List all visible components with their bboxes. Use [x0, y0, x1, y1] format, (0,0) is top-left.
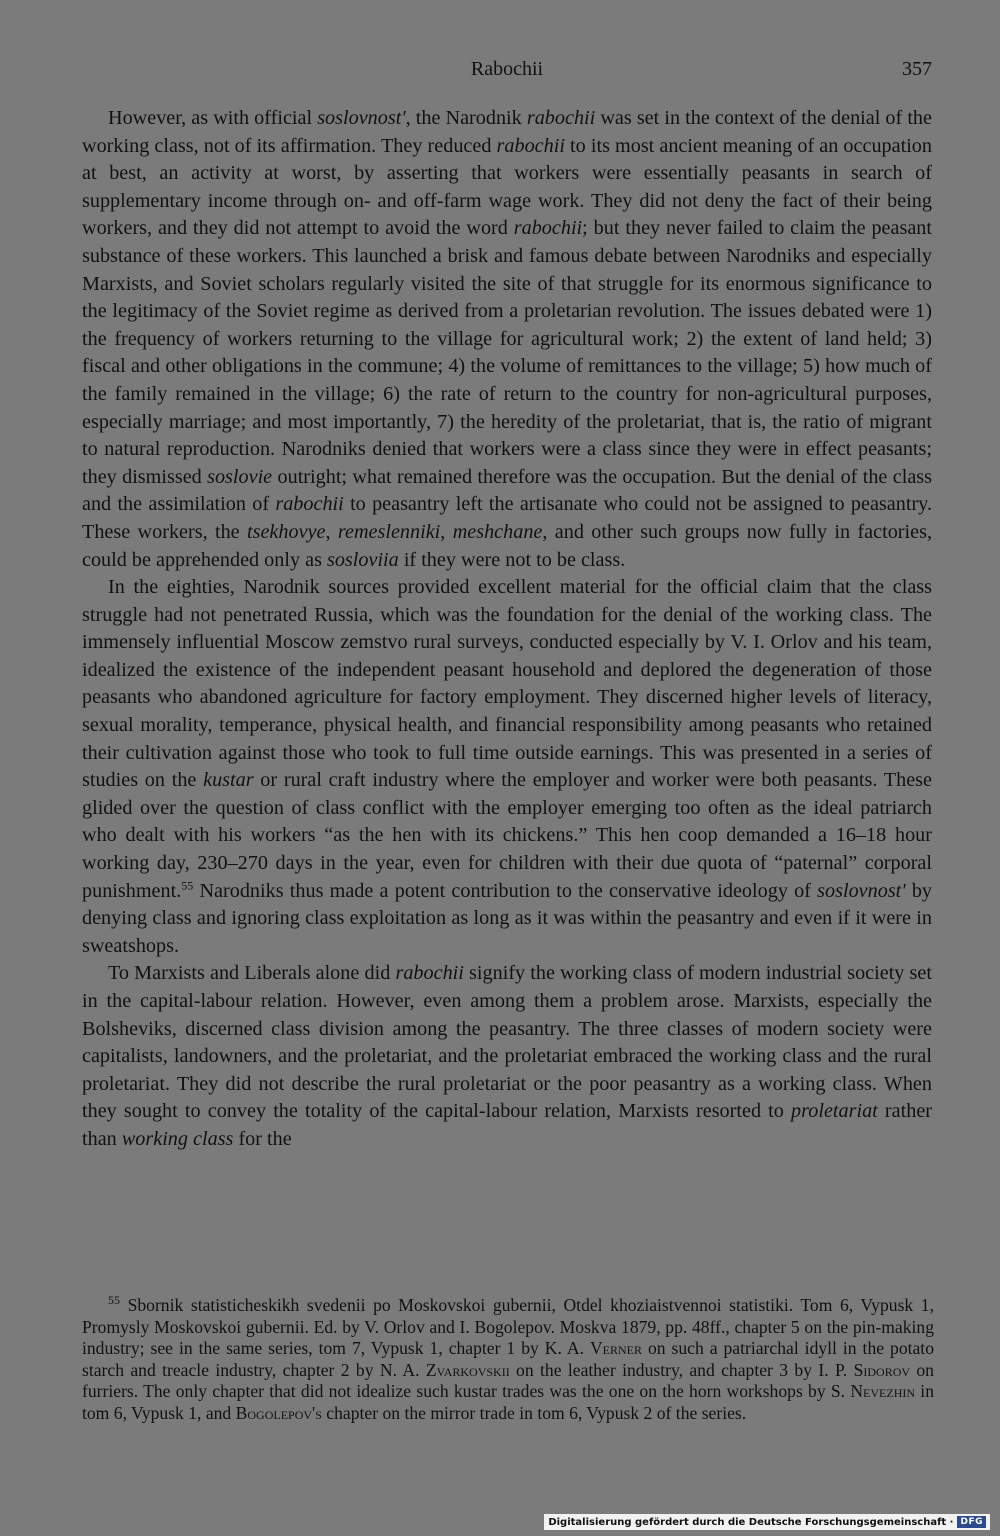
- italic-term: sosloviia: [326, 548, 399, 571]
- text-run: if they were not to be class.: [398, 548, 626, 571]
- footnote-marker: 55: [108, 1293, 120, 1308]
- running-head: Rabochii: [470, 58, 544, 80]
- banner-text: Digitalisierung gefördert durch die Deutsche Forschungsgemeinschaft ·: [548, 1516, 954, 1528]
- italic-term: working class: [121, 1127, 234, 1150]
- italic-term: soslovnost': [317, 107, 406, 129]
- author-name: Sidorov: [853, 1359, 911, 1380]
- text-run: chapter on the mirror trade in tom 6, Vypusk 2 of the series.: [321, 1402, 747, 1423]
- page-header: [82, 54, 932, 84]
- italic-term: soslovnost': [817, 879, 906, 902]
- text-run: ,: [325, 520, 338, 543]
- text-run: ,: [440, 520, 453, 543]
- text-run: or rural craft industry where the employer and worker were both peasants. These glided over the question of class conflict with the employer emerging too often as the ideal patriarch who dealt with his workers “as the hen with its chickens.” This hen coop demanded a 16–18 hour working day, 230–270 days in the year, even for children with their due quota of “paternal” corporal punishment.: [82, 769, 932, 902]
- body-text: [82, 105, 932, 1154]
- page-number: 357: [902, 58, 932, 80]
- author-name: Verner: [589, 1338, 642, 1359]
- text-run: to peasantry left the artisanate who could not be assigned to peasantry. These workers, the: [82, 493, 932, 543]
- text-run: on the leather industry, and chapter 3 by I. P.: [509, 1359, 854, 1380]
- text-run: , the Narodnik: [405, 107, 527, 129]
- italic-term: rabochii: [395, 962, 464, 985]
- italic-term: proletariat: [791, 1100, 878, 1123]
- text-run: However, as with official: [108, 107, 318, 129]
- text-run: Sbornik statisticheskikh svedenii po Moskovskoi gubernii, Otdel khoziaistvennoi statistiki. Tom 6, Vypusk 1, Promysly Moskovskoi gubernii. Ed. by V. Orlov and I. Bogolepov. Moskva 1879, pp. 48ff., chapter 5 on the pin-making industry; see in the same series, tom 7, Vypusk 1, chapter 1 by K. A.: [82, 1295, 934, 1359]
- text-run: to its most ancient meaning of an occupation at best, an activity at worst, by asserting that workers were essentially peasants in search of supplementary income through on- and off-farm wage work. They did not deny the fact of their being workers, and they did not attempt to avoid the word: [82, 134, 932, 240]
- italic-term: rabochii: [513, 217, 583, 240]
- text-run: outright; what remained therefore was the occupation. But the denial of the class and the assimilation of: [82, 465, 932, 516]
- text-run: rather than: [82, 1100, 932, 1150]
- text-run: signify the working class of modern industrial society set in the capital-labour relation. However, even among them a problem arose. Marxists, especially the Bolsheviks, discerned class division among the peasantry. The three classes of modern society were capitalists, landowners, and the proletariat, and the proletariat embraced the working class and the rural proletariat. They did not describe the rural proletariat or the poor peasantry as a working class. When they sought to convey the totality of the capital-labour relation, Marxists resorted to: [82, 962, 932, 1123]
- text-run: in tom 6, Vypusk 1, and: [82, 1381, 934, 1423]
- italic-term: rabochii: [526, 107, 596, 129]
- italic-term: rabochii: [496, 134, 565, 157]
- italic-term: remeslenniki: [337, 520, 441, 543]
- paragraph: [82, 105, 932, 574]
- text-run: on furriers. The only chapter that did not idealize such kustar trades was the one on the horn workshops by S.: [82, 1359, 934, 1402]
- text-run: by denying class and ignoring class exploitation as long as it was within the peasantry and even if it were in sweatshops.: [82, 879, 933, 957]
- author-name: Bogolepov's: [235, 1402, 322, 1423]
- italic-term: kustar: [203, 769, 254, 792]
- italic-term: tsekhovye: [247, 520, 326, 543]
- paragraph: [82, 574, 932, 960]
- italic-term: soslovie: [207, 465, 273, 488]
- text-run: Narodniks thus made a potent contribution to the conservative ideology of: [193, 879, 818, 902]
- text-run: on such a patriarchal idyll in the potato starch and treacle industry, chapter 2 by N. A.: [82, 1338, 934, 1380]
- footnote: [82, 1295, 934, 1425]
- text-run: In the eighties, Narodnik sources provided excellent material for the official claim that the class struggle had not penetrated Russia, which was the foundation for the denial of the working class. The immensely influential Moscow zemstvo rural surveys, conducted especially by V. I. Orlov and his team, idealized the existence of the independent peasant household and deplored the degeneration of those peasants who abandoned agriculture for factory employment. They discerned higher levels of literacy, sexual morality, temperance, physical health, and financial responsibility among peasants who retained their cultivation against those who took to full time outside earnings. This was presented in a series of studies on the: [82, 576, 932, 792]
- author-name: Zvarkovskii: [425, 1359, 510, 1380]
- italic-term: rabochii: [275, 493, 344, 516]
- digitization-banner[interactable]: [544, 1514, 990, 1530]
- italic-term: meshchane: [452, 520, 543, 543]
- text-run: , and other such groups now fully in factories, could be apprehended only as: [82, 520, 932, 571]
- paragraph: [82, 960, 932, 1153]
- footnotes: [82, 1295, 934, 1425]
- text-run: was set in the context of the denial of the working class, not of its affirmation. They reduced: [82, 107, 932, 157]
- text-run: To Marxists and Liberals alone did: [108, 962, 396, 985]
- author-name: Nevezhin: [850, 1381, 916, 1402]
- text-run: ; but they never failed to claim the peasant substance of these workers. This launched a brisk and famous debate between Narodniks and especially Marxists, and Soviet scholars regularly visited the site of that struggle for its enormous significance to the legitimacy of the Soviet regime as derived from a proletarian revolution. The issues debated were 1) the frequency of workers returning to the village for agricultural work; 2) the extent of land held; 3) fiscal and other obligations in the commune; 4) the volume of remittances to the village; 5) how much of the family remained in the village; 6) the rate of return to the country for non-agricultural purposes, especially marriage; and most importantly, 7) the heredity of the proletariat, that is, the ratio of migrant to natural reproduction. Narodniks denied that workers were a class since they were in effect peasants; they dismissed: [82, 217, 932, 488]
- text-run: for the: [233, 1127, 292, 1150]
- dfg-logo-icon: DFG: [957, 1516, 986, 1528]
- footnote-marker: 55: [181, 877, 194, 892]
